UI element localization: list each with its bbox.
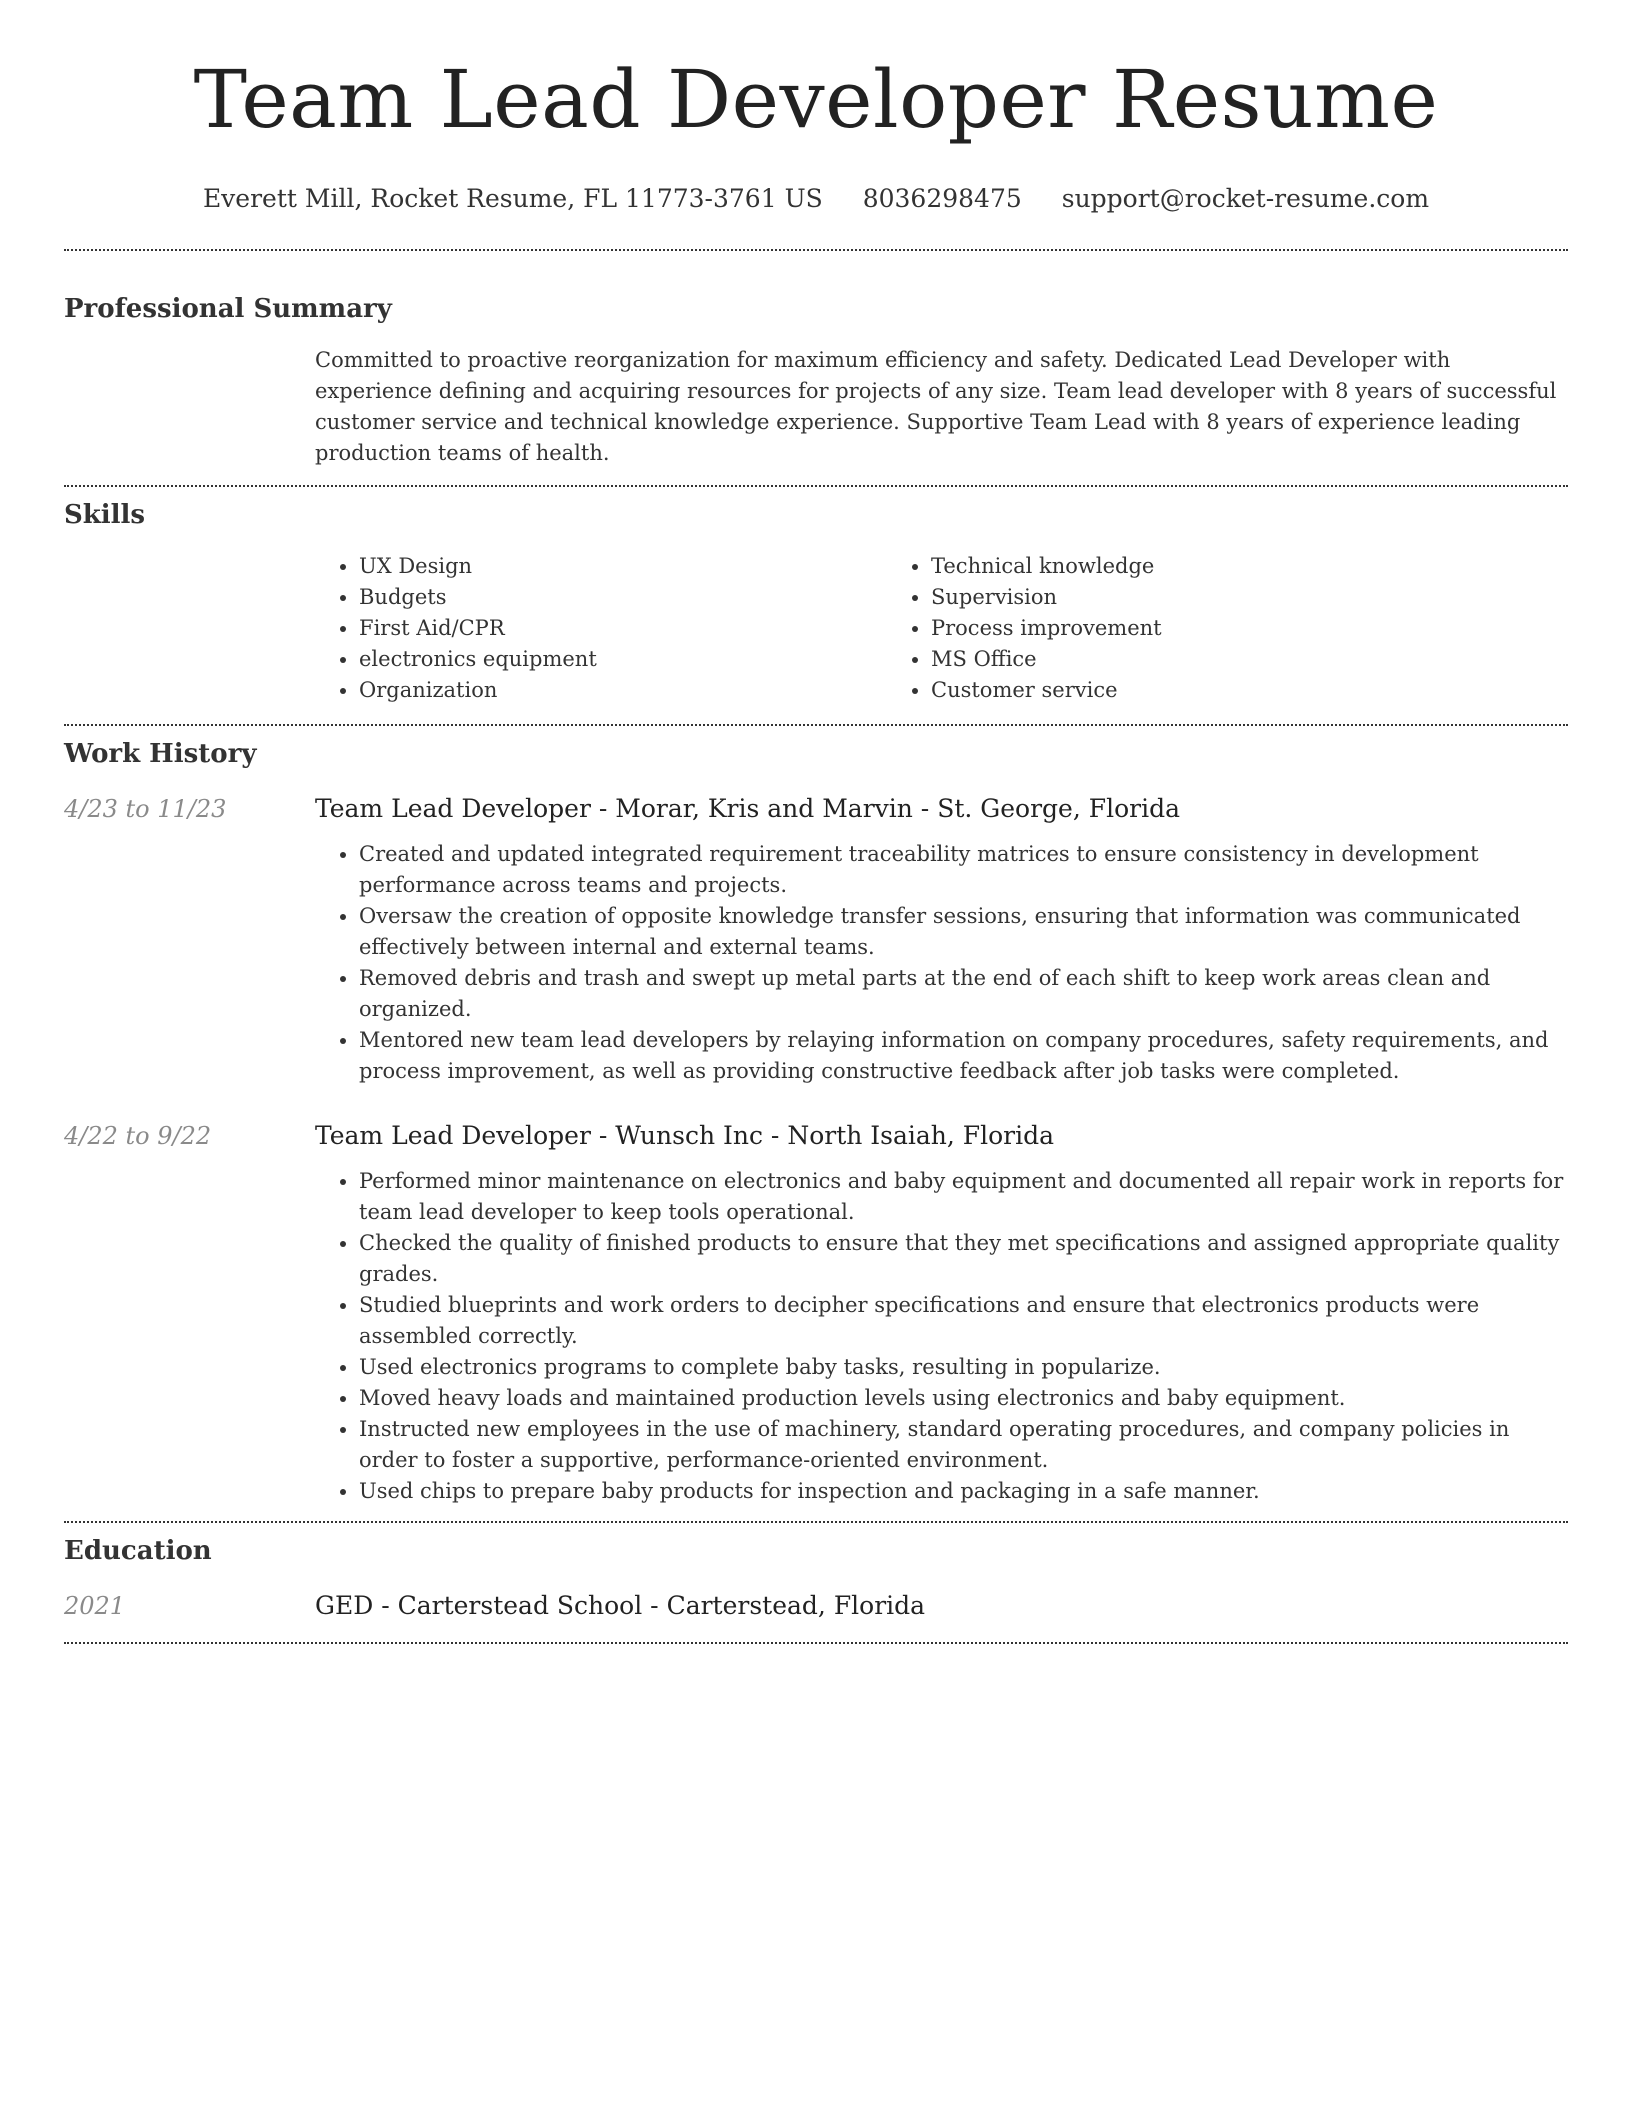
contact-address: Everett Mill, Rocket Resume, FL 11773-3761 US [202,184,823,213]
contact-phone: 8036298475 [862,184,1022,213]
job-bullet: • Mentored new team lead developers by relaying information on company procedures, safety requirements, and process improvement, as well as providing constructive feedback after job tasks were completed. [359,1025,1568,1087]
skills-heading: Skills [64,500,146,530]
job-bullet: • Used chips to prepare baby products for inspection and packaging in a safe manner. [359,1476,1568,1507]
work-section [64,726,1568,1507]
skill-item: • MS Office [931,644,1459,675]
work-heading: Work History [64,739,257,769]
job-dates: 4/23 to 11/23 [64,795,227,823]
job-bullet: • Oversaw the creation of opposite knowledge transfer sessions, ensuring that information was communicated effectively between internal and external teams. [359,901,1568,963]
skill-item: • Budgets [359,582,887,613]
skill-item: • Technical knowledge [931,551,1459,582]
job-bullet: • Checked the quality of finished products to ensure that they met specifications and assigned appropriate quality grades. [359,1228,1568,1290]
education-section [64,1523,1568,1620]
skills-list-right [887,551,1459,706]
job-bullet: • Studied blueprints and work orders to decipher specifications and ensure that electronics products were assembled correctly. [359,1290,1568,1352]
education-year: 2021 [64,1592,126,1620]
summary-heading: Professional Summary [64,294,392,324]
education-entry [64,1591,1568,1620]
skill-item: • electronics equipment [359,644,887,675]
skill-item: • Customer service [931,675,1459,706]
job-title: Team Lead Developer - Wunsch Inc - North Isaiah, Florida [315,1121,1055,1150]
job-title: Team Lead Developer - Morar, Kris and Marvin - St. George, Florida [315,794,1180,823]
job-bullets [315,1166,1568,1507]
job-entry [64,794,1568,1087]
job-bullet: • Instructed new employees in the use of machinery, standard operating procedures, and company policies in order to foster a supportive, performance-oriented environment. [359,1414,1568,1476]
contact-email: support@rocket-resume.com [1061,184,1430,213]
job-bullet: • Used electronics programs to complete baby tasks, resulting in popularize. [359,1352,1568,1383]
education-heading: Education [64,1536,212,1566]
job-bullets [315,839,1568,1087]
skills-section [64,487,1568,706]
summary-text: Committed to proactive reorganization for maximum efficiency and safety. Dedicated Lead Developer with experience defining and acquiring resources for projects of any size. Team lead developer with 8 years of successful customer service and technical knowledge experience. Supportive Team Lead with 8 years of experience leading production teams of health. [315,348,1557,465]
job-bullet: • Created and updated integrated requirement traceability matrices to ensure consistency in development performance across teams and projects. [359,839,1568,901]
skills-list-left [315,551,887,706]
skill-item: • UX Design [359,551,887,582]
skill-item: • Process improvement [931,613,1459,644]
resume-title: Team Lead Developer Resume [193,53,1439,146]
skill-item: • First Aid/CPR [359,613,887,644]
job-entry [64,1121,1568,1507]
divider [64,1642,1568,1644]
contact-line [64,184,1568,213]
job-dates: 4/22 to 9/22 [64,1122,212,1150]
job-bullet: • Performed minor maintenance on electronics and baby equipment and documented all repair work in reports for team lead developer to keep tools operational. [359,1166,1568,1228]
skill-item: • Supervision [931,582,1459,613]
job-bullet: • Removed debris and trash and swept up metal parts at the end of each shift to keep work areas clean and organized. [359,963,1568,1025]
summary-section [64,251,1568,469]
skill-item: • Organization [359,675,887,706]
education-degree: GED - Carterstead School - Carterstead, Florida [315,1591,926,1620]
job-bullet: • Moved heavy loads and maintained production levels using electronics and baby equipment. [359,1383,1568,1414]
